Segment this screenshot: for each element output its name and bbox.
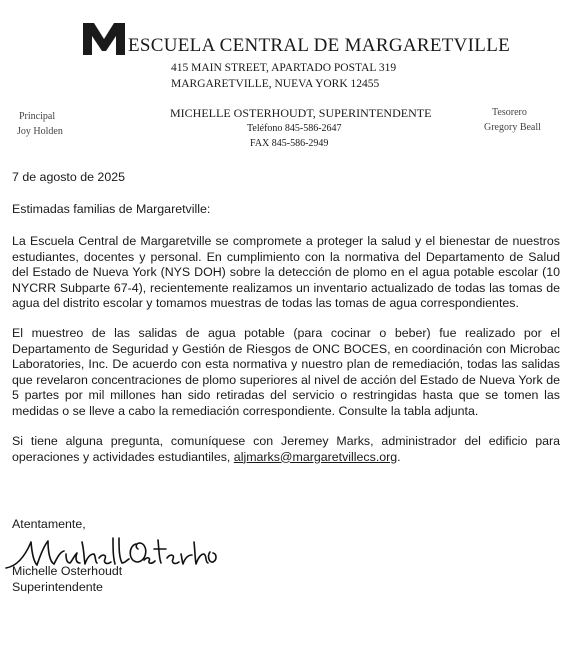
paragraph-contact bbox=[12, 434, 560, 465]
letter-date: 7 de agosto de 2025 bbox=[12, 170, 125, 184]
signer-title: Superintendente bbox=[12, 580, 103, 594]
contact-end: . bbox=[397, 449, 401, 464]
superintendent-line: MICHELLE OSTERHOUDT, SUPERINTENDENTE bbox=[170, 106, 432, 120]
letter-closing: Atentamente, bbox=[12, 517, 86, 531]
contact-email-link[interactable]: aljmarks@margaretvillecs.org bbox=[233, 449, 398, 464]
principal-name: Joy Holden bbox=[17, 126, 63, 137]
paragraph-sampling: El muestreo de las salidas de agua potable (para cocinar o beber) fue realizado por el Departamento de Seguridad y Gestión de Riesgos de ONC BOCES, en coordinación con Microbac Laboratories, Inc. De acuerdo con esta normativa y nuestro plan de remediación, todas las salidas que revelaron concentraciones de plomo superiores al nivel de acción del Estado de Nueva York de 5 partes por mil millones han sido retiradas del servicio o restringidas hasta que se tomen las medidas o se lleve a cabo la remediación correspondiente. Consulte la tabla adjunta. bbox=[12, 326, 560, 418]
principal-title: Principal bbox=[19, 111, 56, 122]
paragraph-intro: La Escuela Central de Margaretville se compromete a proteger la salud y el bienestar de nuestros estudiantes, docentes y personal. En cumplimiento con la normativa del Departamento de Salud del Estado de Nueva York (NYS DOH) sobre la detección de plomo en el agua potable escolar (10 NYCRR Subparte 67-4), recientemente realizamos un inventario actualizado de todas las tomas de agua del distrito escolar y tomamos muestras de todas las tomas de agua correspondientes. bbox=[12, 234, 560, 310]
signer-name: Michelle Osterhoudt bbox=[12, 564, 123, 578]
treasurer-title: Tesorero bbox=[492, 107, 527, 118]
fax-number: FAX 845-586-2949 bbox=[250, 138, 329, 149]
address-line-2: MARGARETVILLE, NUEVA YORK 12455 bbox=[171, 78, 380, 90]
treasurer-name: Gregory Beall bbox=[484, 122, 541, 133]
address-line-1: 415 MAIN STREET, APARTADO POSTAL 319 bbox=[171, 62, 397, 74]
letter-greeting: Estimadas familias de Margaretville: bbox=[12, 202, 211, 216]
contact-text: Si tiene alguna pregunta, comuníquese con Jeremey Marks, administrador del edificio para operaciones y actividades estudiantiles, bbox=[12, 434, 560, 464]
school-logo bbox=[82, 22, 126, 56]
phone-number: Teléfono 845-586-2647 bbox=[247, 123, 342, 134]
school-name: ESCUELA CENTRAL DE MARGARETVILLE bbox=[128, 35, 511, 56]
